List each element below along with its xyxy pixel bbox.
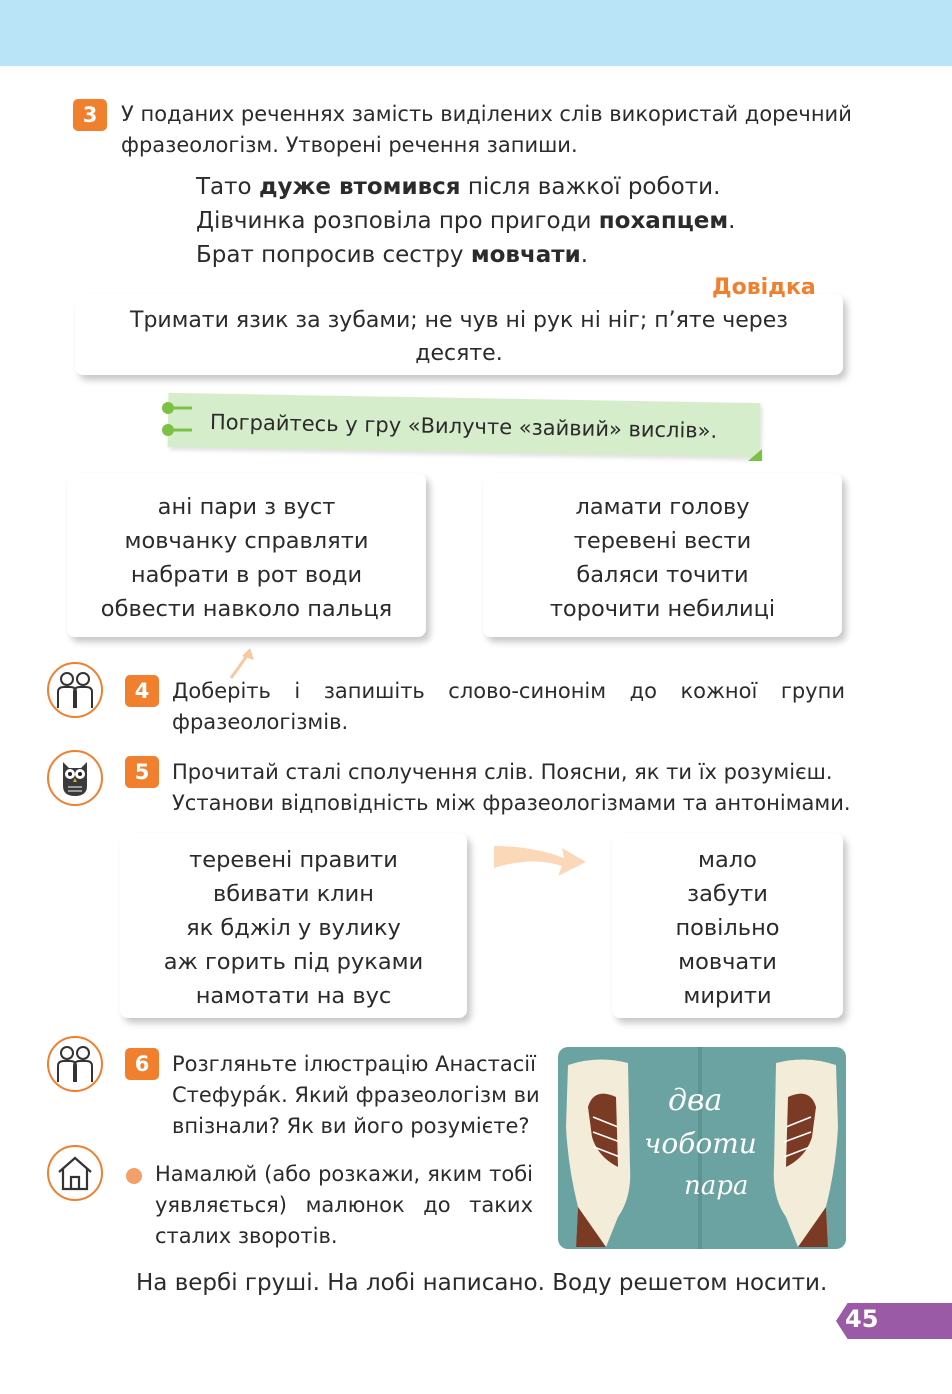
arrow-right-icon	[492, 838, 588, 882]
pair-work-icon-2	[47, 1036, 103, 1092]
reference-title: Довідка	[712, 275, 816, 300]
bullet-dot	[126, 1168, 142, 1184]
homework-line1: Намалюй (або розкажи, яким тобі	[155, 1162, 533, 1186]
sentence-1-after: після важкої роботи.	[460, 174, 721, 200]
sentence-3-bold: мовчати	[470, 242, 581, 268]
list-item: забути	[687, 881, 768, 907]
page-number: 45	[845, 1305, 879, 1333]
group-left-list	[67, 490, 426, 626]
homework-line3: сталих зворотів.	[155, 1224, 338, 1248]
list-item: теревені вести	[573, 528, 752, 554]
exercise-3-task-line2: фразеологізм. Утворені речення запиши.	[121, 133, 578, 157]
sentence-3-after: .	[580, 242, 589, 268]
pin-icon	[158, 396, 198, 442]
exercise-6-line3: впізнали? Як ви його розумієте?	[172, 1114, 530, 1138]
list-item: мовчанку справляти	[124, 528, 369, 554]
lettering-choboty: чоботи	[644, 1127, 757, 1160]
exercise-4-line2: фразеологізмів.	[172, 710, 349, 734]
antonyms-list	[612, 843, 843, 1013]
exercise-5-line1: Прочитай сталі сполучення слів. Поясни, як ти їх розумієш.	[172, 760, 833, 784]
sentence-3	[196, 238, 588, 272]
pair-work-icon	[47, 662, 103, 718]
game-text: Пограйтесь у гру «Вилучте «зайвий» вислів».	[209, 410, 718, 443]
list-item: теревені правити	[189, 847, 398, 873]
sentence-1	[196, 170, 720, 204]
exercise-3-task-line1: У поданих реченнях замість виділених слів використай доречний	[121, 102, 852, 126]
list-item: намотати на вус	[195, 983, 392, 1009]
sentence-2	[196, 204, 735, 238]
sentence-2-before: Дівчинка розповіла про пригоди	[196, 208, 599, 234]
list-item: аж горить під руками	[163, 949, 424, 975]
top-banner	[0, 0, 952, 66]
list-item: торочити небилиці	[549, 596, 776, 622]
exercise-5-number: 5	[125, 756, 159, 788]
sentence-3-before: Брат попросив сестру	[196, 242, 471, 268]
list-item: мирити	[683, 983, 772, 1009]
small-arrow-icon	[228, 646, 258, 680]
list-item: баляси точити	[576, 562, 749, 588]
banner-corner-icon	[748, 449, 762, 461]
sentence-2-bold: похапцем	[598, 208, 729, 234]
reference-line1: Тримати язик за зубами; не чув ні рук ні ніг; п’яте через	[130, 308, 788, 333]
lettering-dva: два	[668, 1083, 723, 1118]
sentence-2-after: .	[728, 208, 736, 234]
list-item: ані пари з вуст	[157, 494, 336, 520]
sentence-1-bold: дуже втомився	[258, 174, 461, 200]
list-item: набрати в рот води	[130, 562, 363, 588]
bottom-phrases: На вербі груші. На лобі написано. Воду решетом носити.	[136, 1270, 828, 1296]
exercise-5-line2: Установи відповідність між фразеологізмами та антонімами.	[172, 791, 851, 815]
exercise-6-line2: Стефура́к. Який фразеологізм ви	[172, 1083, 540, 1107]
exercise-4-line1: Доберіть і запишіть слово-синонім до кожної групи	[172, 679, 845, 703]
exercise-6-number: 6	[125, 1048, 159, 1080]
group-right-list	[483, 490, 842, 626]
phrases-list	[120, 843, 467, 1013]
homework-line2: уявляється) малюнок до таких	[155, 1193, 533, 1217]
list-item: повільно	[675, 915, 780, 941]
lettering-para: пара	[684, 1171, 749, 1201]
exercise-4-number: 4	[125, 675, 159, 707]
home-icon	[47, 1145, 103, 1201]
exercise-6-line1: Розгляньте ілюстрацію Анастасії	[172, 1052, 536, 1076]
list-item: обвести навколо пальця	[100, 596, 393, 622]
reference-line2: десяте.	[415, 341, 503, 366]
list-item: вбивати клин	[213, 881, 374, 907]
list-item: мовчати	[678, 949, 777, 975]
owl-icon	[47, 750, 103, 806]
list-item: ламати голову	[575, 494, 750, 520]
sentence-1-before: Тато	[196, 174, 259, 200]
exercise-3-number: 3	[73, 99, 107, 131]
list-item: мало	[698, 847, 757, 873]
illustration-boots	[558, 1047, 846, 1249]
list-item: як бджіл у вулику	[186, 915, 401, 941]
